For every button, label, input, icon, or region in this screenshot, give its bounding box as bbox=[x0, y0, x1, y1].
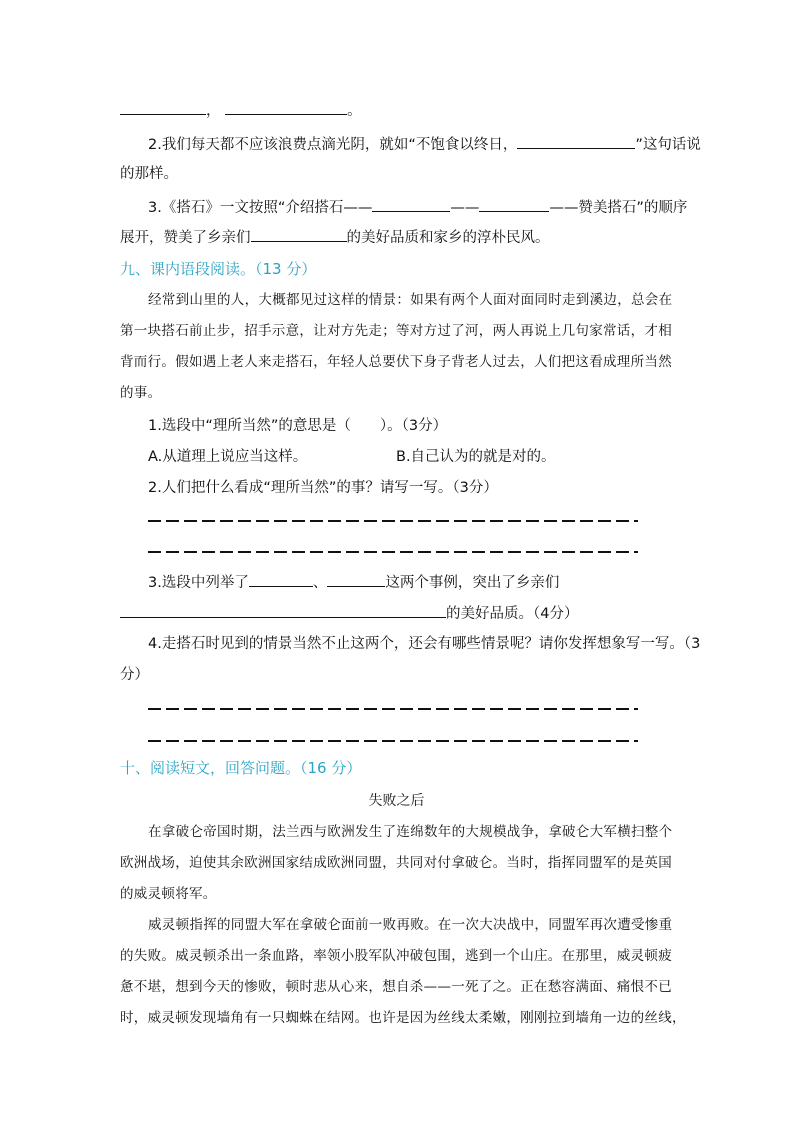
answer-blank[interactable] bbox=[251, 227, 347, 242]
answer-blank[interactable] bbox=[225, 100, 347, 115]
passage-line: 欧洲战场，迫使其余欧洲国家结成欧洲同盟，共同对付拿破仑。当时，指挥同盟军的是英国 bbox=[120, 855, 672, 871]
passage-line: 背而行。假如遇上老人来走搭石，年轻人总要伏下身子背老人过去，人们把这看成理所当然 bbox=[120, 354, 672, 370]
separator: 、 bbox=[312, 575, 328, 591]
end-mark: 。 bbox=[347, 103, 362, 119]
s9-question-1: 1.选段中“理所当然”的意思是（ ）。（3分） bbox=[148, 418, 448, 434]
answer-line[interactable] bbox=[148, 740, 638, 742]
answer-line[interactable] bbox=[148, 520, 638, 522]
passage-line: 的威灵顿将军。 bbox=[120, 886, 217, 902]
answer-blank[interactable] bbox=[372, 197, 450, 212]
article-title: 失败之后 bbox=[368, 793, 425, 809]
passage-line: 威灵顿指挥的同盟大军在拿破仑面前一败再败。在一次大决战中，同盟军再次遭受惨重 bbox=[148, 917, 673, 933]
question-text: 的美好品质。（4分） bbox=[446, 606, 579, 622]
passage-line: 的失败。威灵顿杀出一条血路，率领小股军队冲破包围，逃到一个山庄。在那里，威灵顿疲 bbox=[120, 948, 672, 964]
answer-line[interactable] bbox=[148, 708, 638, 710]
passage-line: 在拿破仑帝国时期，法兰西与欧洲发生了连绵数年的大规模战争，拿破仑大军横扫整个 bbox=[148, 824, 673, 840]
question-text: ——赞美搭石”的顺序 bbox=[549, 200, 688, 216]
question-text: 的美好品质和家乡的淳朴民风。 bbox=[346, 230, 550, 246]
passage-line: 的事。 bbox=[120, 385, 162, 401]
s9-question-3 bbox=[148, 572, 559, 593]
option-b[interactable]: B.自己认为的就是对的。 bbox=[396, 449, 556, 465]
s9-question-3-cont bbox=[120, 603, 578, 624]
section-9-heading: 九、课内语段阅读。（13 分） bbox=[120, 260, 317, 278]
answer-blank[interactable] bbox=[517, 134, 635, 149]
fill-in-line-0 bbox=[120, 100, 362, 121]
answer-blank[interactable] bbox=[120, 100, 206, 115]
question-2 bbox=[148, 134, 701, 155]
question-text: 展开，赞美了乡亲们 bbox=[120, 230, 251, 246]
answer-line[interactable] bbox=[148, 551, 638, 553]
question-text: 3.选段中列举了 bbox=[148, 575, 249, 591]
question-3 bbox=[148, 197, 687, 218]
answer-blank[interactable] bbox=[249, 572, 313, 587]
s9-question-4-cont: 分） bbox=[120, 667, 149, 683]
separator: ， bbox=[206, 103, 221, 119]
question-text: 2.我们每天都不应该浪费点滴光阴，就如“不饱食以终日， bbox=[148, 137, 518, 153]
answer-blank[interactable] bbox=[327, 572, 385, 587]
passage-line: 第一块搭石前止步，招手示意，让对方先走；等对方过了河，两人再说上几句家常话，才相 bbox=[120, 323, 672, 339]
section-10-heading: 十、阅读短文，回答问题。（16 分） bbox=[120, 759, 362, 777]
question-2-cont: 的那样。 bbox=[120, 166, 178, 182]
passage-line: 惫不堪，想到今天的惨败，顿时悲从心来，想自杀——一死了之。正在愁容满面、痛恨不已 bbox=[120, 979, 672, 995]
s9-question-4: 4.走搭石时见到的情景当然不止这两个，还会有哪些情景呢？请你发挥想象写一写。（3 bbox=[148, 636, 701, 652]
question-text: 3.《搭石》一文按照“介绍搭石—— bbox=[148, 200, 373, 216]
passage-line: 时，威灵顿发现墙角有一只蜘蛛在结网。也许是因为丝线太柔嫩，刚刚拉到墙角一边的丝线， bbox=[120, 1010, 686, 1026]
question-3-cont bbox=[120, 227, 550, 248]
passage-line: 经常到山里的人，大概都见过这样的情景：如果有两个人面对面同时走到溪边，总会在 bbox=[148, 292, 673, 308]
answer-blank[interactable] bbox=[120, 603, 446, 618]
question-text: ”这句话说 bbox=[635, 137, 701, 153]
option-a[interactable]: A.从道理上说应当这样。 bbox=[148, 449, 308, 465]
s9-question-2: 2.人们把什么看成“理所当然”的事？请写一写。（3分） bbox=[148, 480, 498, 496]
answer-blank[interactable] bbox=[479, 197, 549, 212]
question-text: —— bbox=[450, 200, 480, 216]
question-text: 这两个事例，突出了乡亲们 bbox=[385, 575, 560, 591]
